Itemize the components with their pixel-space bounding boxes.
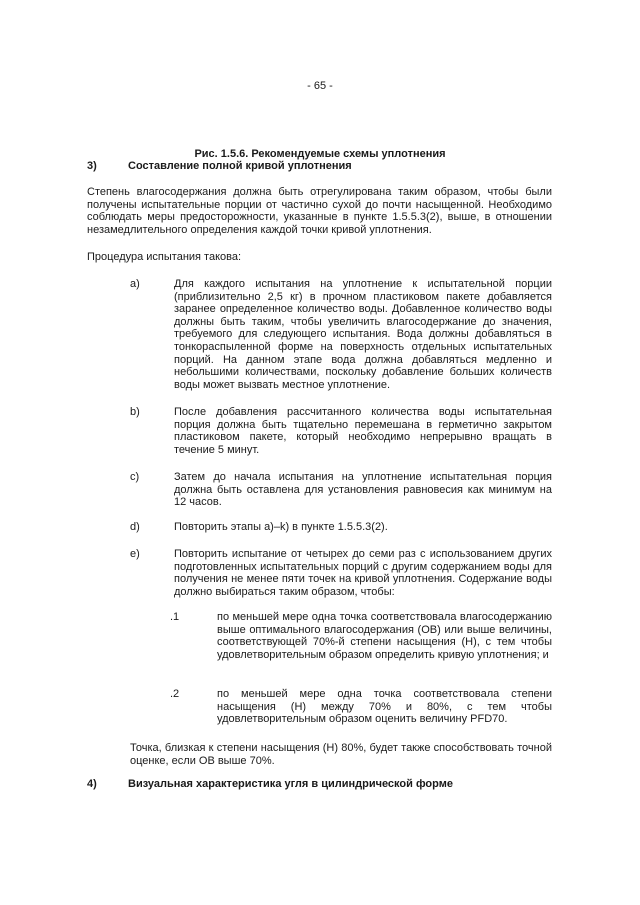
item-d-text: Повторить этапы a)–k) в пункте 1.5.5.3(2). [174,521,388,533]
item-a-text: Для каждого испытания на уплотнение к испытательной порции (приблизительно 2,5 кг) в прочном пластиковом пакете добавляется заранее определенное количество воды. Добавленное количество воды должны быть таким, чтобы увеличить влагосодержание до значения, требуемого для следующего испытания. Вода должны добавляться в тонкораспыленной форме на поверхность отдельных испытательных порций. На данном этапе вода должна добавляться медленно и небольшими количествами, поскольку добавление больших количеств воды может вызвать местное уплотнение. [174,278,552,391]
item-b-label: b) [130,406,140,418]
item-e-label: e) [130,548,140,560]
page-number: - 65 - [307,80,333,92]
item-e-text: Повторить испытание от четырех до семи раз с использованием других подготовленных испытательных порций с другим содержанием воды для получения не менее пяти точек на кривой уплотнения. Содержание воды должно выбираться таким образом, чтобы: [174,548,552,598]
item-d-label: d) [130,521,140,533]
subitem-1-label: .1 [170,611,180,623]
subitem-1-text: по меньшей мере одна точка соответствовала влагосодержанию выше оптимального влагосодержания (ОВ) или выше величины, соответствующей 70%-й степени насыщения (Н), с тем чтобы удовлетворительным образом определить кривую уплотнения; и [217,611,552,661]
item-c-label: c) [130,471,140,483]
section-4-title: Визуальная характеристика угля в цилиндрической форме [128,778,453,790]
subitem-2-text: по меньшей мере одна точка соответствовала степени насыщения (Н) между 70% и 80%, с тем чтобы удовлетворительным образом оценить величину PFD70. [217,688,552,726]
section-3-title: Составление полной кривой уплотнения [128,160,352,172]
subitem-2-label: .2 [170,688,180,700]
section-3-number: 3) [87,160,97,172]
section-3-closing: Точка, близкая к степени насыщения (Н) 80%, будет также способствовать точной оценке, если ОВ выше 70%. [130,742,552,767]
item-b-text: После добавления рассчитанного количества воды испытательная порция должна быть тщательно перемешана в герметично закрытом пластиковом пакете, который необходимо непрерывно вращать в течение 5 минут. [174,406,552,456]
section-3-intro: Степень влагосодержания должна быть отрегулирована таким образом, чтобы были получены испытательные порции от частично сухой до почти насыщенной. Необходимо соблюдать меры предосторожности, указанные в пункте 1.5.5.3(2), выше, в отношении незамедлительного определения каждой точки кривой уплотнения. [87,186,552,236]
item-a-label: a) [130,278,140,290]
section-4-number: 4) [87,778,97,790]
figure-caption: Рис. 1.5.6. Рекомендуемые схемы уплотнения [194,148,446,160]
procedure-label: Процедура испытания такова: [87,251,242,263]
item-c-text: Затем до начала испытания на уплотнение испытательная порция должна быть оставлена для установления равновесия как минимум на 12 часов. [174,471,552,509]
